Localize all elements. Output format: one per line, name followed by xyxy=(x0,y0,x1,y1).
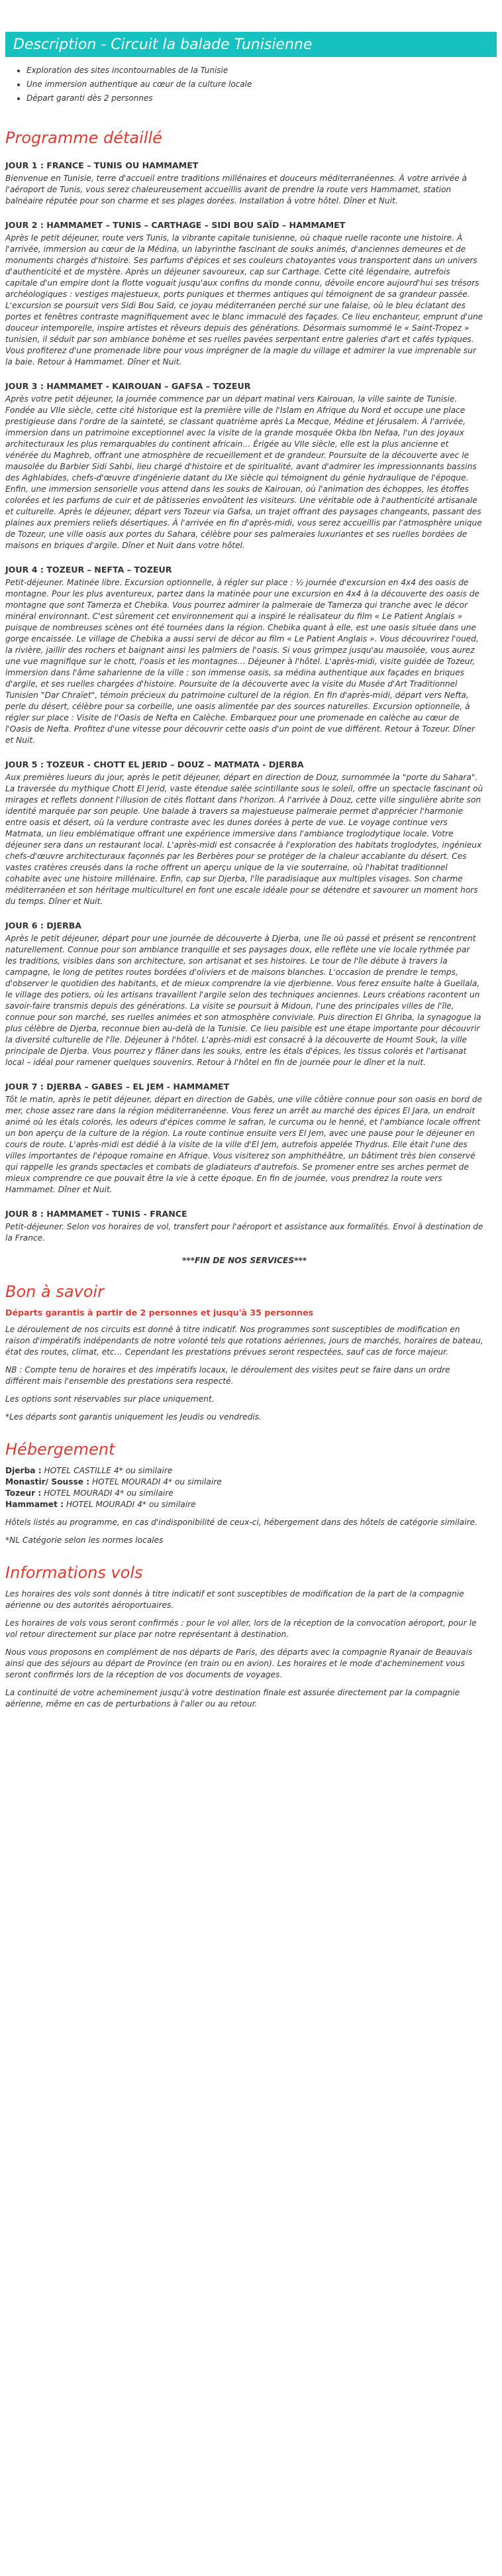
day-block xyxy=(5,220,483,368)
day-text: Après le petit déjeuner, départ pour une journée de découverte à Djerba, une île où passé et présent se rencontrent naturellement. Connue pour son ambiance tranquille et ses paysages doux, elle reflète une vie locale rythmée par les traditions, visibles dans son architecture, son artisanat et ses histoires. Le tour de l'île débute à travers la campagne, le long de petites routes bordées d'oliviers et de maisons blanches. L'occasion de prendre le temps, d'observer le quotidien des habitants, et de mieux comprendre la vie djerbienne. Vous ferez ensuite halte à Guellala, le village des potiers, où les artisans travaillent l'argile selon des techniques anciennes. Leurs créations racontent un savoir-faire transmis depuis des générations. La visite se poursuit à Midoun, l'une des principales villes de l'île, connue pour son marché, ses ruelles animées et son atmosphère conviviale. Puis direction El Ghriba, la synagogue la plus célèbre de Djerba, reconnue bien au-delà de la Tunisie. Ce lieu paisible est une étape importante pour découvrir la diversité culturelle de l'île. Déjeuner à l'hôtel. L'après-midi est consacré à la découverte de Houmt Souk, la ville principale de Djerba. Vous pourrez y flâner dans les souks, entre les étals d'épices, les tissus colorés et l'artisanat local – idéal pour ramener quelques souvenirs. Retour à l'hôtel en fin de journée pour le dîner et la nuit. xyxy=(5,934,481,1067)
hebergement-city: Djerba : xyxy=(5,1466,42,1475)
vols-paragraph: Nous vous proposons en complément de nos départs de Paris, des départs avec la compagnie Ryanair de Beauvais ainsi que des séjours au départ de Province (en train ou en avion). Les horaires et le mode d'acheminement vous seront confirmés lors de la réception de vos documents de voyages. xyxy=(5,1648,473,1679)
day-title: JOUR 8 : HAMMAMET - TUNIS - FRANCE xyxy=(5,1209,187,1219)
vols-heading: Informations vols xyxy=(5,1563,143,1582)
hebergement-item xyxy=(5,1465,483,1477)
day-text: Bienvenue en Tunisie, terre d'accueil entre traditions millénaires et douceurs méditerranéennes. À votre arrivée à l'aéroport de Tunis, vous serez chaleureusement accueillis avant de prendre la route vers Hammamet, station balnéaire réputée pour son charme et ses plages dorées. Installation à votre hôtel. Dîner et Nuit. xyxy=(5,174,468,205)
day-block xyxy=(5,921,483,1068)
highlight-item: • Une immersion authentique au cœur de la culture locale xyxy=(26,79,483,89)
hebergement-hotel: HOTEL MOURADI 4* ou similaire xyxy=(66,1500,196,1509)
day-title: JOUR 2 : HAMMAMET – TUNIS – CARTHAGE – SIDI BOU SAÏD – HAMMAMET xyxy=(5,220,346,230)
bon-paragraph: *Les départs sont garantis uniquement les Jeudis ou vendredis. xyxy=(5,1412,262,1422)
page-title-bar xyxy=(5,32,497,57)
day-block xyxy=(5,565,483,746)
hebergement-hotel: HOTEL CASTILLE 4* ou similaire xyxy=(44,1466,173,1475)
day-text: Après le petit déjeuner, route vers Tunis, la vibrante capitale tunisienne, où chaque ruelle raconte une histoire. À l'arrivée, immersion au cœur de la Médina, un labyrinthe fascinant de souks animés, d'anciennes demeures et de monuments chargés d'histoire. Ses parfums d'épices et ses couleurs chatoyantes vous transportent dans un univers d'authenticité et de mystère. Après un déjeuner savoureux, cap sur Carthage. Cette cité légendaire, autrefois capitale d'un empire dont la flotte voguait jusqu'aux confins du monde connu, dévoile encore aujourd'hui ses trésors archéologiques : vestiges majestueux, ports puniques et thermes antiques qui témoignent de sa grandeur passée. L'excursion se poursuit vers Sidi Bou Saïd, ce joyau méditerranéen perché sur une falaise, où le bleu éclatant des portes et fenêtres contraste magnifiquement avec le blanc immaculé des façades. Ce lieu enchanteur, emprunt d'une douceur intemporelle, inspire artistes et rêveurs depuis des générations. Désormais surnommé le « Saint-Tropez » tunisien, il séduit par son ambiance bohème et ses ruelles pavées serpentant entre galeries d'art et cafés typiques. Vous profiterez d'une promenade libre pour vous imprégner de la magie du village et admirer la vue imprenable sur la baie. Retour à Hammamet. Dîner et Nuit. xyxy=(5,233,483,366)
day-title: JOUR 1 : FRANCE – TUNIS OU HAMMAMET xyxy=(5,160,199,170)
hebergement-heading: Hébergement xyxy=(5,1440,115,1459)
day-title: JOUR 6 : DJERBA xyxy=(5,921,82,930)
highlight-item: • Départ garanti dès 2 personnes xyxy=(26,93,483,103)
day-block xyxy=(5,381,483,551)
bon-paragraph: Le déroulement de nos circuits est donné à titre indicatif. Nos programmes sont susceptibles de modification en raison d'impératifs indépendants de notre volonté tels que rotations aériennes, jours de marchés, horaires de bateau, état des routes, climat, etc… Cependant les prestations prévues seront respectées, sauf cas de force majeur. xyxy=(5,1325,483,1357)
day-block xyxy=(5,1209,483,1244)
day-title: JOUR 3 : HAMMAMET - KAIROUAN – GAFSA – TOZEUR xyxy=(5,381,251,391)
day-block xyxy=(5,160,483,207)
vols-paragraph: Les horaires des vols sont donnés à titre indicatif et sont susceptibles de modification de la part de la compagnie aérienne ou des autorités aéroportuaires. xyxy=(5,1589,464,1610)
hebergement-note: *NL Catégorie selon les normes locales xyxy=(5,1536,164,1545)
day-text: Petit-déjeuner. Matinée libre. Excursion optionnelle, à régler sur place : ½ journée d'excursion en 4x4 des oasis de montagne. Pour les plus aventureux, partez dans la matinée pour une excursion en 4x4 à la découverte des oasis de montagne que sont Tamerza et Chebika. Vous pourrez admirer la palmeraie de Tamerza qui tranche avec le décor minéral environnant. C'est sûrement cet environnement qui a inspiré le réalisateur du film « Le Patient Anglais » puisque de nombreuses scènes ont été tournées dans la région. Chebika quant à elle, est une oasis située dans une gorge encaissée. Le village de Chebika a aussi servi de décor au film « Le Patient Anglais ». Vous découvrirez l'oued, la rivière, jaillir des rochers et baignant ainsi les palmiers de l'oasis. Si vous grimpez jusqu'au mausolée, vous aurez une vue magnifique sur le chott, l'oasis et les montagnes… Déjeuner à l'hôtel. L'après-midi, visite guidée de Tozeur, immersion dans l'âme saharienne de la ville : son immense oasis, sa médina authentique aux façades en briques d'argile, et ses ruelles chargées d'histoire. Poursuite de la découverte avec la visite du Musée d'Art Traditionnel Tunisien "Dar Chraïet", témoin précieux du patrimoine culturel de la région. En fin d'après-midi, départ vers Nefta, perle du désert, célèbre pour sa corbeille, une oasis alimentée par des sources naturelles. Excursion optionnelle, à régler sur place : Visite de l'Oasis de Nefta en Calèche. Embarquez pour une promenade en calèche au cœur de l'Oasis de Nefta. Profitez d'une vitesse pour découvrir cette oasis d'un point de vue différent. Retour à Tozeur. Dîner et Nuit. xyxy=(5,578,479,745)
end-of-services: ***FIN DE NOS SERVICES*** xyxy=(181,1256,307,1265)
day-text: Petit-déjeuner. Selon vos horaires de vol, transfert pour l'aéroport et assistance aux formalités. Envol à destination de la France. xyxy=(5,1222,483,1243)
hebergement-list xyxy=(5,1465,483,1510)
hebergement-city: Monastir/ Sousse : xyxy=(5,1477,90,1486)
highlights-list xyxy=(26,65,483,103)
day-text: Aux premières lueurs du jour, après le petit déjeuner, départ en direction de Douz, surnommée la "porte du Sahara". La traversée du mythique Chott El Jerid, vaste étendue salée scintillante sous le soleil, offre un spectacle fascinant où mirages et reflets donnent l'illusion de cités flottant dans l'horizon. À l'arrivée à Douz, cette ville singulière abrite son identité marquée par son peuple. Une balade à travers sa majestueuse palmeraie permet d'apprécier l'harmonie entre oasis et désert, où la verdure contraste avec les dunes dorées à perte de vue. Le voyage continue vers Matmata, un lieu emblématique offrant une expérience immersive dans l'ambiance troglodytique locale. Votre déjeuner sera dans un restaurant local. L'après-midi est consacrée à l'exploration des habitats troglodytes, ingénieux chefs-d'œuvre architecturaux façonnés par les Berbères pour se protéger de la chaleur accablante du désert. Ces vastes cratères creusés dans la roche offrent un aperçu unique de la vie souterraine, où l'habitat traditionnel cohabite avec une histoire millénaire. Enfin, cap sur Djerba, l'île paradisiaque aux multiples visages. Son charme méditerranéen et son héritage multiculturel en font une escale idéale pour se détendre et savourer un moment hors du temps. Dîner et Nuit. xyxy=(5,773,483,906)
day-title: JOUR 4 : TOZEUR – NEFTA – TOZEUR xyxy=(5,565,172,575)
day-block xyxy=(5,759,483,907)
bon-a-savoir-subtitle: Départs garantis à partir de 2 personnes et jusqu'à 35 personnes xyxy=(5,1308,314,1317)
day-text: Après votre petit déjeuner, la journée commence par un départ matinal vers Kairouan, la ville sainte de Tunisie. Fondée au VIIe siècle, cette cité historique est la première ville de l'Islam en Afrique du Nord et occupe une place prestigieuse dans l'ordre de la sainteté, se classant quatrième après La Mecque, Médine et Jérusalem. À l'arrivée, immersion dans un patrimoine exceptionnel avec la visite de la grande mosquée Okba Ibn Nefaa, l'un des joyaux architecturaux les plus remarquables du continent africain… Érigée au VIIe siècle, elle est la plus ancienne et vénérée du Maghreb, offrant une atmosphère de recueillement et de grandeur. Poursuite de la découverte avec le mausolée du Barbier Sidi Sahbi, lieu chargé d'histoire et de spiritualité, avant d'admirer les impressionnants bassins des Aghlabides, chefs-d'œuvre d'ingénierie datant du IXe siècle qui témoignent du génie hydraulique de l'époque. Enfin, une immersion sensorielle vous attend dans les souks de Kairouan, où l'animation des échoppes, les étoffes colorées et les parfums de cuir et de pâtisseries envoûtent les visiteurs. Une véritable ode à l'authenticité artisanale et culturelle. Après le déjeuner, départ vers Tozeur via Gafsa, un trajet offrant des paysages changeants, passant des plaines aux premiers reliefs désertiques. À l'arrivée en fin d'après-midi, vous serez accueillis par l'atmosphère unique de Tozeur, une ville oasis aux portes du Sahara, célèbre pour ses palmeraies luxuriantes et ses ruelles bordées de maisons en briques d'argile. Dîner et Nuit dans votre hôtel. xyxy=(5,394,482,550)
day-title: JOUR 5 : TOZEUR - CHOTT EL JERID – DOUZ – MATMATA - DJERBA xyxy=(5,759,304,769)
hebergement-hotel: HOTEL MOURADI 4* ou similaire xyxy=(91,1477,222,1486)
day-title: JOUR 7 : DJERBA – GABES – EL JEM - HAMMAMET xyxy=(5,1082,230,1092)
bon-a-savoir-heading: Bon à savoir xyxy=(5,1282,104,1301)
bon-paragraph: NB : Compte tenu de horaires et des impératifs locaux, le déroulement des visites peut se faire dans un ordre différent mais l'ensemble des prestations sera respecté. xyxy=(5,1365,450,1386)
vols-paragraph: Les horaires de vols vous seront confirmés : pour le vol aller, lors de la réception de la convocation aéroport, pour le vol retour directement sur place par notre représentant à destination. xyxy=(5,1618,477,1639)
hebergement-city: Hammamet : xyxy=(5,1500,64,1509)
day-block xyxy=(5,1082,483,1196)
highlight-item: • Exploration des sites incontournables de la Tunisie xyxy=(26,65,483,76)
programme-heading: Programme détaillé xyxy=(5,129,162,147)
hebergement-hotel: HOTEL MOURADI 4* ou similaire xyxy=(44,1488,174,1498)
hebergement-city: Tozeur : xyxy=(5,1488,42,1498)
hebergement-note: Hôtels listés au programme, en cas d'indisponibilité de ceux-ci, hébergement dans des hôtels de catégorie similaire. xyxy=(5,1518,477,1527)
hebergement-item xyxy=(5,1499,483,1510)
day-text: Tôt le matin, après le petit déjeuner, départ en direction de Gabès, une ville côtière connue pour son oasis en bord de mer, chose assez rare dans la région méditerranéenne. Vous ferez un arrêt au marché des épices El Jara, un endroit animé où les étals colorés, les odeurs d'épices comme le safran, le curcuma ou le henné, et l'ambiance locale offrent un bon aperçu de la culture de la région. La route continue ensuite vers El Jem, avec une pause pour le déjeuner en cours de route. L'après-midi est dédié à la visite de la ville d'El Jem, autrefois appelée Thydrus. Elle était l'une des villes importantes de l'époque romaine en Afrique. Vous visiterez son amphithéâtre, un bâtiment très bien conservé qui rappelle les grands spectacles et combats de gladiateurs d'autrefois. Se promener entre ses arches permet de mieux comprendre ce que pouvait être la vie à cette époque. En fin de journée, vous prendrez la route vers Hammamet. Dîner et Nuit. xyxy=(5,1095,483,1194)
page-title: Description - Circuit la balade Tunisienne xyxy=(13,36,313,53)
bon-paragraph: Les options sont réservables sur place uniquement. xyxy=(5,1394,215,1404)
vols-paragraph: La continuité de votre acheminement jusqu'à votre destination finale est assurée directement par la compagnie aérienne, même en cas de perturbations à l'aller ou au retour. xyxy=(5,1688,460,1708)
hebergement-item xyxy=(5,1488,483,1499)
hebergement-item xyxy=(5,1477,483,1488)
